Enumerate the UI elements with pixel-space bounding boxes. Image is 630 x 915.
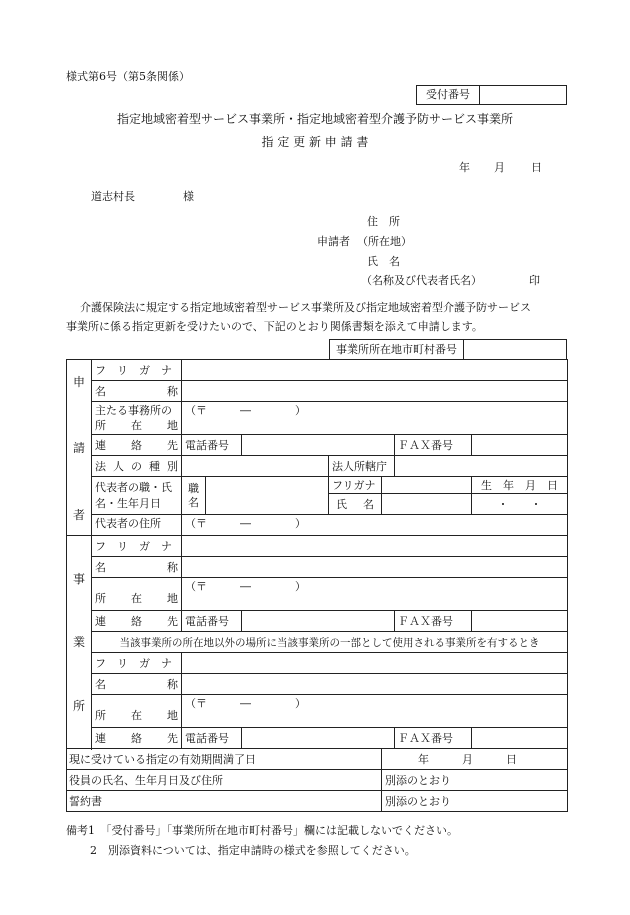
expiry-date-label: 現に受けている指定の有効期間満了日	[67, 749, 382, 770]
corporation-type-label: 法 人 の 種 別	[92, 456, 182, 477]
applicant-name-field[interactable]	[182, 381, 568, 402]
note-1: 備考1 「受付番号」「事業所所在地市町村番号」欄には記載しないでください。	[66, 824, 458, 837]
office-contact-label: 連 絡 先	[92, 611, 182, 632]
applicant-contact-label: 連 絡 先	[92, 435, 182, 456]
applicant-label: 申請者	[317, 235, 350, 248]
addressee: 道志村長	[91, 190, 135, 203]
representative-position-field[interactable]	[206, 477, 329, 515]
applicant-furigana-label: フ リ ガ ナ	[92, 360, 182, 381]
date-day: 日	[531, 161, 542, 174]
applicant-fax-field[interactable]	[472, 435, 568, 456]
subsidiary-location-field[interactable]: （〒 ― ）	[182, 695, 568, 728]
subsidiary-tel-field[interactable]	[242, 728, 395, 749]
office-group-label: 事 業 所	[67, 536, 92, 749]
office-location-label: 所 在 地	[92, 578, 182, 611]
office-fax-field[interactable]	[472, 611, 568, 632]
office-number-box	[329, 339, 567, 360]
office-furigana-label: フ リ ガ ナ	[92, 536, 182, 557]
birthdate-field[interactable]: ・ ・	[472, 494, 568, 515]
birthdate-label: 生 年 月 日	[472, 477, 568, 494]
subsidiary-contact-label: 連 絡 先	[92, 728, 182, 749]
applicant-office-address-field[interactable]: （〒 ― ）	[182, 402, 568, 435]
representative-address-field[interactable]: （〒 ― ）	[182, 515, 568, 536]
address-label: 住 所	[367, 215, 400, 228]
representative-address-label: 代表者の住所	[92, 515, 182, 536]
body-text-line-1: 介護保険法に規定する指定地域密着型サービス事業所及び指定地域密着型介護予防サービス	[80, 301, 531, 314]
applicant-tel-label: 電話番号	[182, 435, 242, 456]
office-name-label: 名 称	[92, 557, 182, 578]
subsidiary-fax-label: ＦＡＸ番号	[395, 728, 472, 749]
applicant-tel-field[interactable]	[242, 435, 395, 456]
representative-name-field[interactable]	[382, 494, 472, 515]
representative-furigana-label: フリガナ	[329, 477, 382, 494]
page-title: 指 定 更 新 申 請 書	[261, 135, 369, 149]
office-tel-field[interactable]	[242, 611, 395, 632]
subsidiary-location-label: 所 在 地	[92, 695, 182, 728]
body-text-line-2: 事業所に係る指定更新を受けたいので、下記のとおり関係書類を添えて申請します。	[66, 320, 483, 333]
name-label: 氏 名	[367, 255, 400, 268]
receipt-number-box	[416, 85, 567, 105]
applicant-office-address-label: 主たる事務所の 所 在 地	[92, 402, 182, 435]
subsidiary-furigana-label: フ リ ガ ナ	[92, 653, 182, 674]
applicant-fax-label: ＦＡＸ番号	[395, 435, 472, 456]
addressee-honorific: 様	[183, 190, 194, 203]
location-sublabel: （所在地）	[357, 235, 412, 248]
office-location-field[interactable]: （〒 ― ）	[182, 578, 568, 611]
pledge-label: 誓約書	[67, 791, 382, 812]
officers-label: 役員の氏名、生年月日及び住所	[67, 770, 382, 791]
expiry-date-field[interactable]: 年 月 日	[382, 749, 568, 770]
note-2: 2 別添資料については、指定申請時の様式を参照してください。	[90, 844, 416, 857]
corporation-authority-field[interactable]	[395, 456, 568, 477]
office-tel-label: 電話番号	[182, 611, 242, 632]
corporation-type-field[interactable]	[182, 456, 329, 477]
representative-name-label: 氏 名	[329, 494, 382, 515]
subsidiary-office-header: 当該事業所の所在地以外の場所に当該事業所の一部として使用される事業所を有するとき	[92, 632, 568, 653]
applicant-furigana-field[interactable]	[182, 360, 568, 381]
seal-mark: 印	[529, 274, 540, 287]
subsidiary-name-label: 名 称	[92, 674, 182, 695]
representative-label: 代表者の職・氏 名・生年月日	[92, 477, 182, 515]
application-form-table	[66, 359, 568, 812]
representative-furigana-field[interactable]	[382, 477, 472, 494]
applicant-name-label: 名 称	[92, 381, 182, 402]
date-year: 年	[459, 161, 470, 174]
representative-position-label: 職 名	[182, 477, 206, 515]
office-number-field[interactable]	[463, 340, 566, 359]
officers-value: 別添のとおり	[382, 770, 568, 791]
office-furigana-field[interactable]	[182, 536, 568, 557]
subsidiary-fax-field[interactable]	[472, 728, 568, 749]
applicant-group-label: 申 請 者	[67, 360, 92, 536]
office-number-label: 事業所所在地市町村番号	[330, 340, 464, 359]
receipt-number-field[interactable]	[479, 86, 566, 104]
date-month: 月	[494, 161, 505, 174]
subsidiary-name-field[interactable]	[182, 674, 568, 695]
name-sublabel: （名称及び代表者氏名）	[361, 274, 482, 287]
corporation-authority-label: 法人所轄庁	[329, 456, 395, 477]
title-line-1: 指定地域密着型サービス事業所・指定地域密着型介護予防サービス事業所	[116, 112, 513, 126]
receipt-number-label: 受付番号	[417, 86, 480, 104]
form-number: 様式第6号（第5条関係）	[66, 70, 190, 83]
pledge-value: 別添のとおり	[382, 791, 568, 812]
office-name-field[interactable]	[182, 557, 568, 578]
subsidiary-tel-label: 電話番号	[182, 728, 242, 749]
office-fax-label: ＦＡＸ番号	[395, 611, 472, 632]
subsidiary-furigana-field[interactable]	[182, 653, 568, 674]
